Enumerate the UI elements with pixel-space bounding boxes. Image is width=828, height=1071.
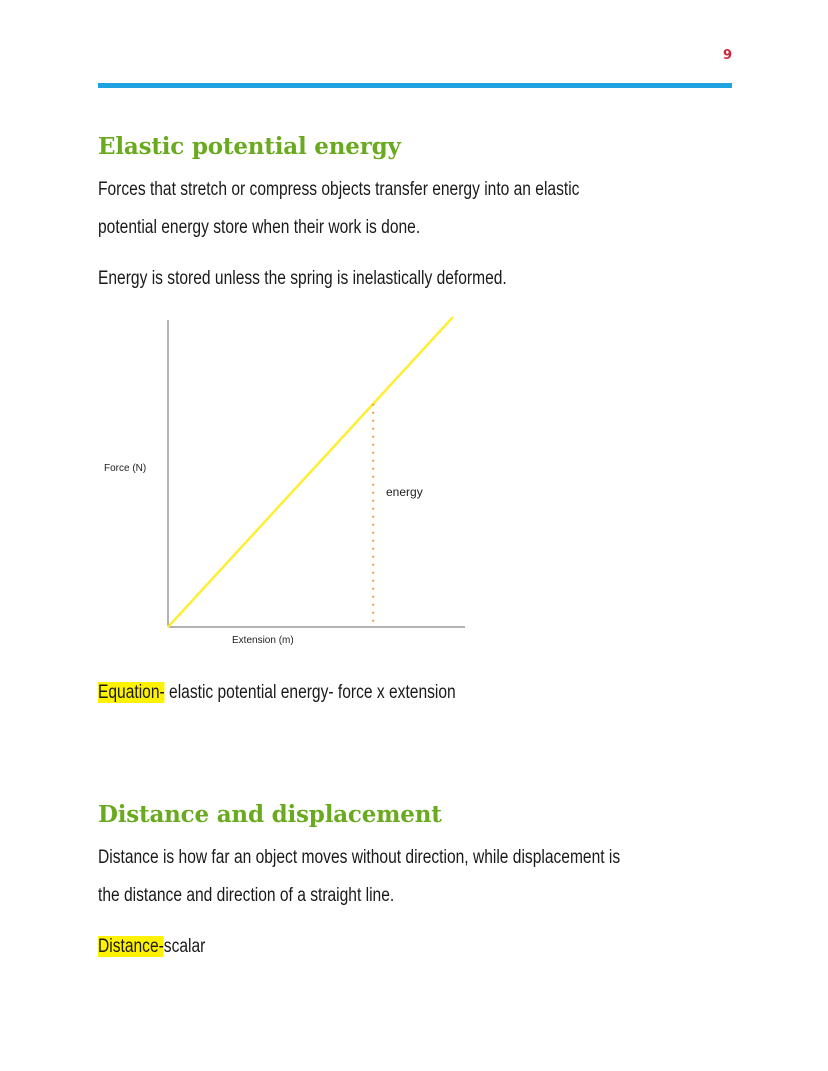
scalar-label: Distance- xyxy=(98,936,164,957)
page-number: 9 xyxy=(722,48,732,63)
paragraph-line: the distance and direction of a straight line. xyxy=(98,885,395,906)
paragraph-line: Forces that stretch or compress objects transfer energy into an elastic xyxy=(98,179,580,200)
header-rule xyxy=(98,83,732,88)
equation-text: elastic potential energy- force x extension xyxy=(164,682,456,703)
paragraph-line: Distance is how far an object moves without direction, while displacement is xyxy=(98,847,621,868)
y-axis-label: Force (N) xyxy=(104,463,147,474)
heading-distance-displacement: Distance and displacement xyxy=(98,801,442,828)
heading-elastic-potential-energy: Elastic potential energy xyxy=(98,133,401,160)
paragraph-equation xyxy=(98,674,456,712)
paragraph-line: potential energy store when their work is done. xyxy=(98,217,421,238)
force-extension-chart xyxy=(90,310,490,655)
paragraph-distance-scalar xyxy=(98,928,205,966)
paragraph-energy-stored: Energy is stored unless the spring is inelastically deformed. xyxy=(98,268,507,289)
energy-annotation: energy xyxy=(386,485,423,499)
paragraph-distance-definition xyxy=(98,839,620,915)
scalar-text: scalar xyxy=(163,936,206,957)
equation-label: Equation- xyxy=(98,682,165,703)
paragraph-elastic-definition xyxy=(98,171,579,247)
force-extension-line xyxy=(168,317,453,627)
x-axis-label: Extension (m) xyxy=(232,635,294,646)
